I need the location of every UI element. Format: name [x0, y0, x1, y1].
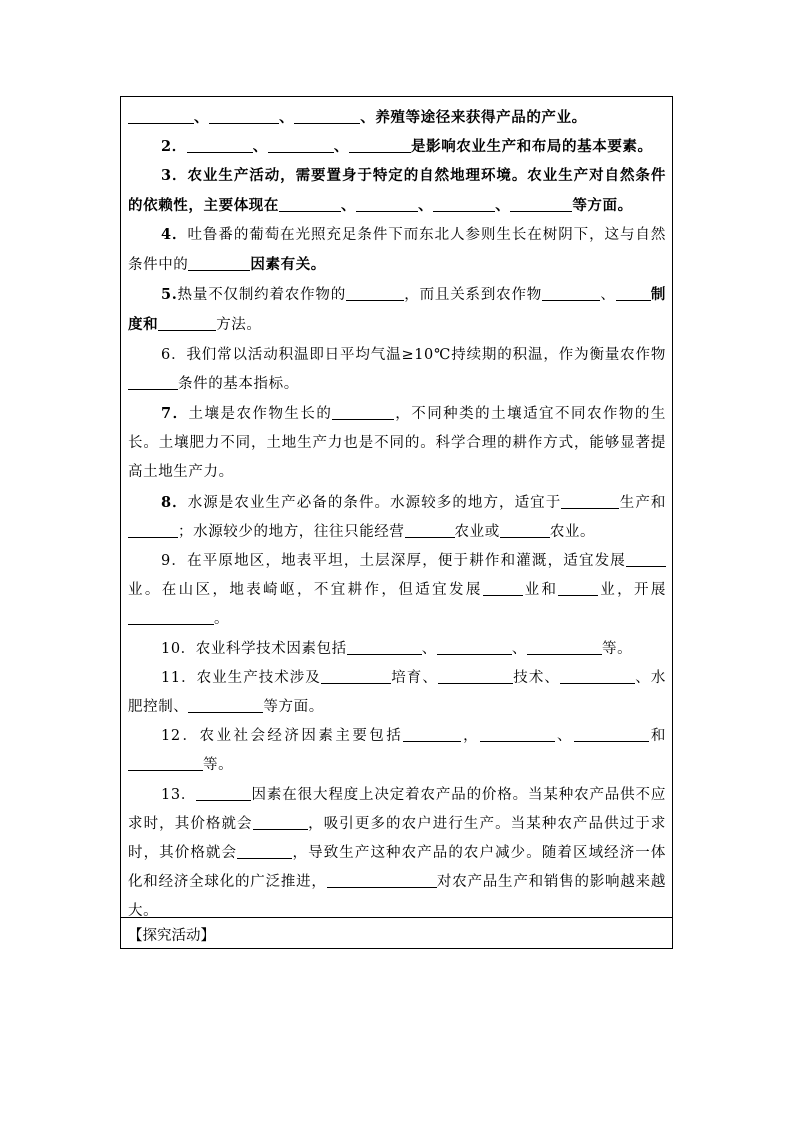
- blank[interactable]: [527, 639, 602, 655]
- blank[interactable]: [347, 639, 422, 655]
- question-9: 9．在平原地区，地表平坦，土层深厚，便于耕作和灌溉，适宜发展业。在山区，地表崎岖，不宜耕作，但适宜发展 业和 业，开展。: [128, 553, 666, 628]
- blank[interactable]: [187, 138, 253, 154]
- blank[interactable]: [346, 286, 404, 302]
- blank[interactable]: [128, 756, 203, 772]
- question-11: 11．农业生产技术涉及 培育、 技术、 、水肥控制、 等方面。: [128, 669, 666, 716]
- blank[interactable]: [542, 286, 600, 302]
- blank[interactable]: [626, 552, 666, 568]
- blank[interactable]: [196, 785, 251, 801]
- question-2: 2． 、 、 是影响农业生产和布局的基本要素。: [161, 138, 653, 156]
- section-label: 【探究活动】: [128, 928, 215, 944]
- question-13: 13． 因素在很大程度上决定着农产品的价格。当某种农产品供不应求时，其价格就会 ，吸引更多的农户进行生产。当某种农产品供过于求时，其价格就会 ，导致生产这种农产品的农户减少。随着区域经济一体化和经济全球化的广泛推进， 对农产品生产和销售的影响越来越大。: [128, 786, 666, 920]
- blank[interactable]: [558, 581, 598, 597]
- blank[interactable]: [128, 374, 178, 390]
- question-8: 8．水源是农业生产必备的条件。水源较多的地方，适宜于 生产和；水源较少的地方，往往只能经营 农业或 农业。: [128, 488, 666, 547]
- blank[interactable]: [128, 109, 194, 125]
- question-6: 6．我们常以活动积温即日平均气温≥10℃持续期的积温，作为衡量农作物条件的基本指标。: [128, 341, 666, 399]
- blank[interactable]: [403, 727, 461, 743]
- blank[interactable]: [483, 581, 523, 597]
- question-12: 12．农业社会经济因素主要包括 ， 、 和等。: [128, 722, 666, 780]
- questions-cell: [121, 97, 672, 918]
- question-10: 10．农业科学技术因素包括 、 、 等。: [161, 640, 633, 657]
- blank[interactable]: [188, 698, 263, 714]
- blank[interactable]: [560, 668, 635, 684]
- blank[interactable]: [616, 286, 651, 302]
- blank[interactable]: [237, 844, 292, 860]
- question-5: 5.热量不仅制约着农作物的 ，而且关系到农作物 、 制度和 方法。: [128, 286, 666, 334]
- blank[interactable]: [332, 405, 394, 421]
- blank[interactable]: [209, 109, 279, 125]
- blank[interactable]: [349, 138, 411, 154]
- question-7: 7．土壤是农作物生长的 ，不同种类的土壤适宜不同农作物的生长。土壤肥力不同，土地生产力也是不同的。科学合理的耕作方式，能够显著提高土地生产力。: [128, 405, 666, 481]
- blank[interactable]: [128, 610, 214, 626]
- question-4: 4．吐鲁番的葡萄在光照充足条件下而东北人参则生长在树阴下，这与自然条件中的 因素有关。: [128, 225, 666, 274]
- blank[interactable]: [279, 196, 341, 212]
- blank[interactable]: [327, 873, 437, 889]
- worksheet-table: [120, 96, 673, 949]
- blank[interactable]: [510, 196, 572, 212]
- inquiry-activity-cell: [121, 917, 672, 948]
- blank[interactable]: [480, 727, 555, 743]
- blank[interactable]: [356, 196, 418, 212]
- blank[interactable]: [433, 196, 495, 212]
- blank[interactable]: [438, 668, 513, 684]
- blank[interactable]: [437, 639, 512, 655]
- blank[interactable]: [294, 109, 360, 125]
- blank[interactable]: [500, 522, 550, 538]
- question-1: 、 、 、养殖等途径来获得产品的产业。: [128, 103, 666, 132]
- question-3: 3．农业生产活动，需要置身于特定的自然地理环境。农业生产对自然条件的依赖性，主要体现在 、 、 、 等方面。: [128, 167, 666, 214]
- blank[interactable]: [405, 522, 455, 538]
- blank[interactable]: [574, 727, 649, 743]
- blank[interactable]: [253, 814, 308, 830]
- blank[interactable]: [321, 668, 391, 684]
- blank[interactable]: [158, 316, 216, 332]
- blank[interactable]: [188, 256, 250, 272]
- blank[interactable]: [561, 493, 619, 509]
- blank[interactable]: [128, 522, 178, 538]
- blank[interactable]: [268, 138, 334, 154]
